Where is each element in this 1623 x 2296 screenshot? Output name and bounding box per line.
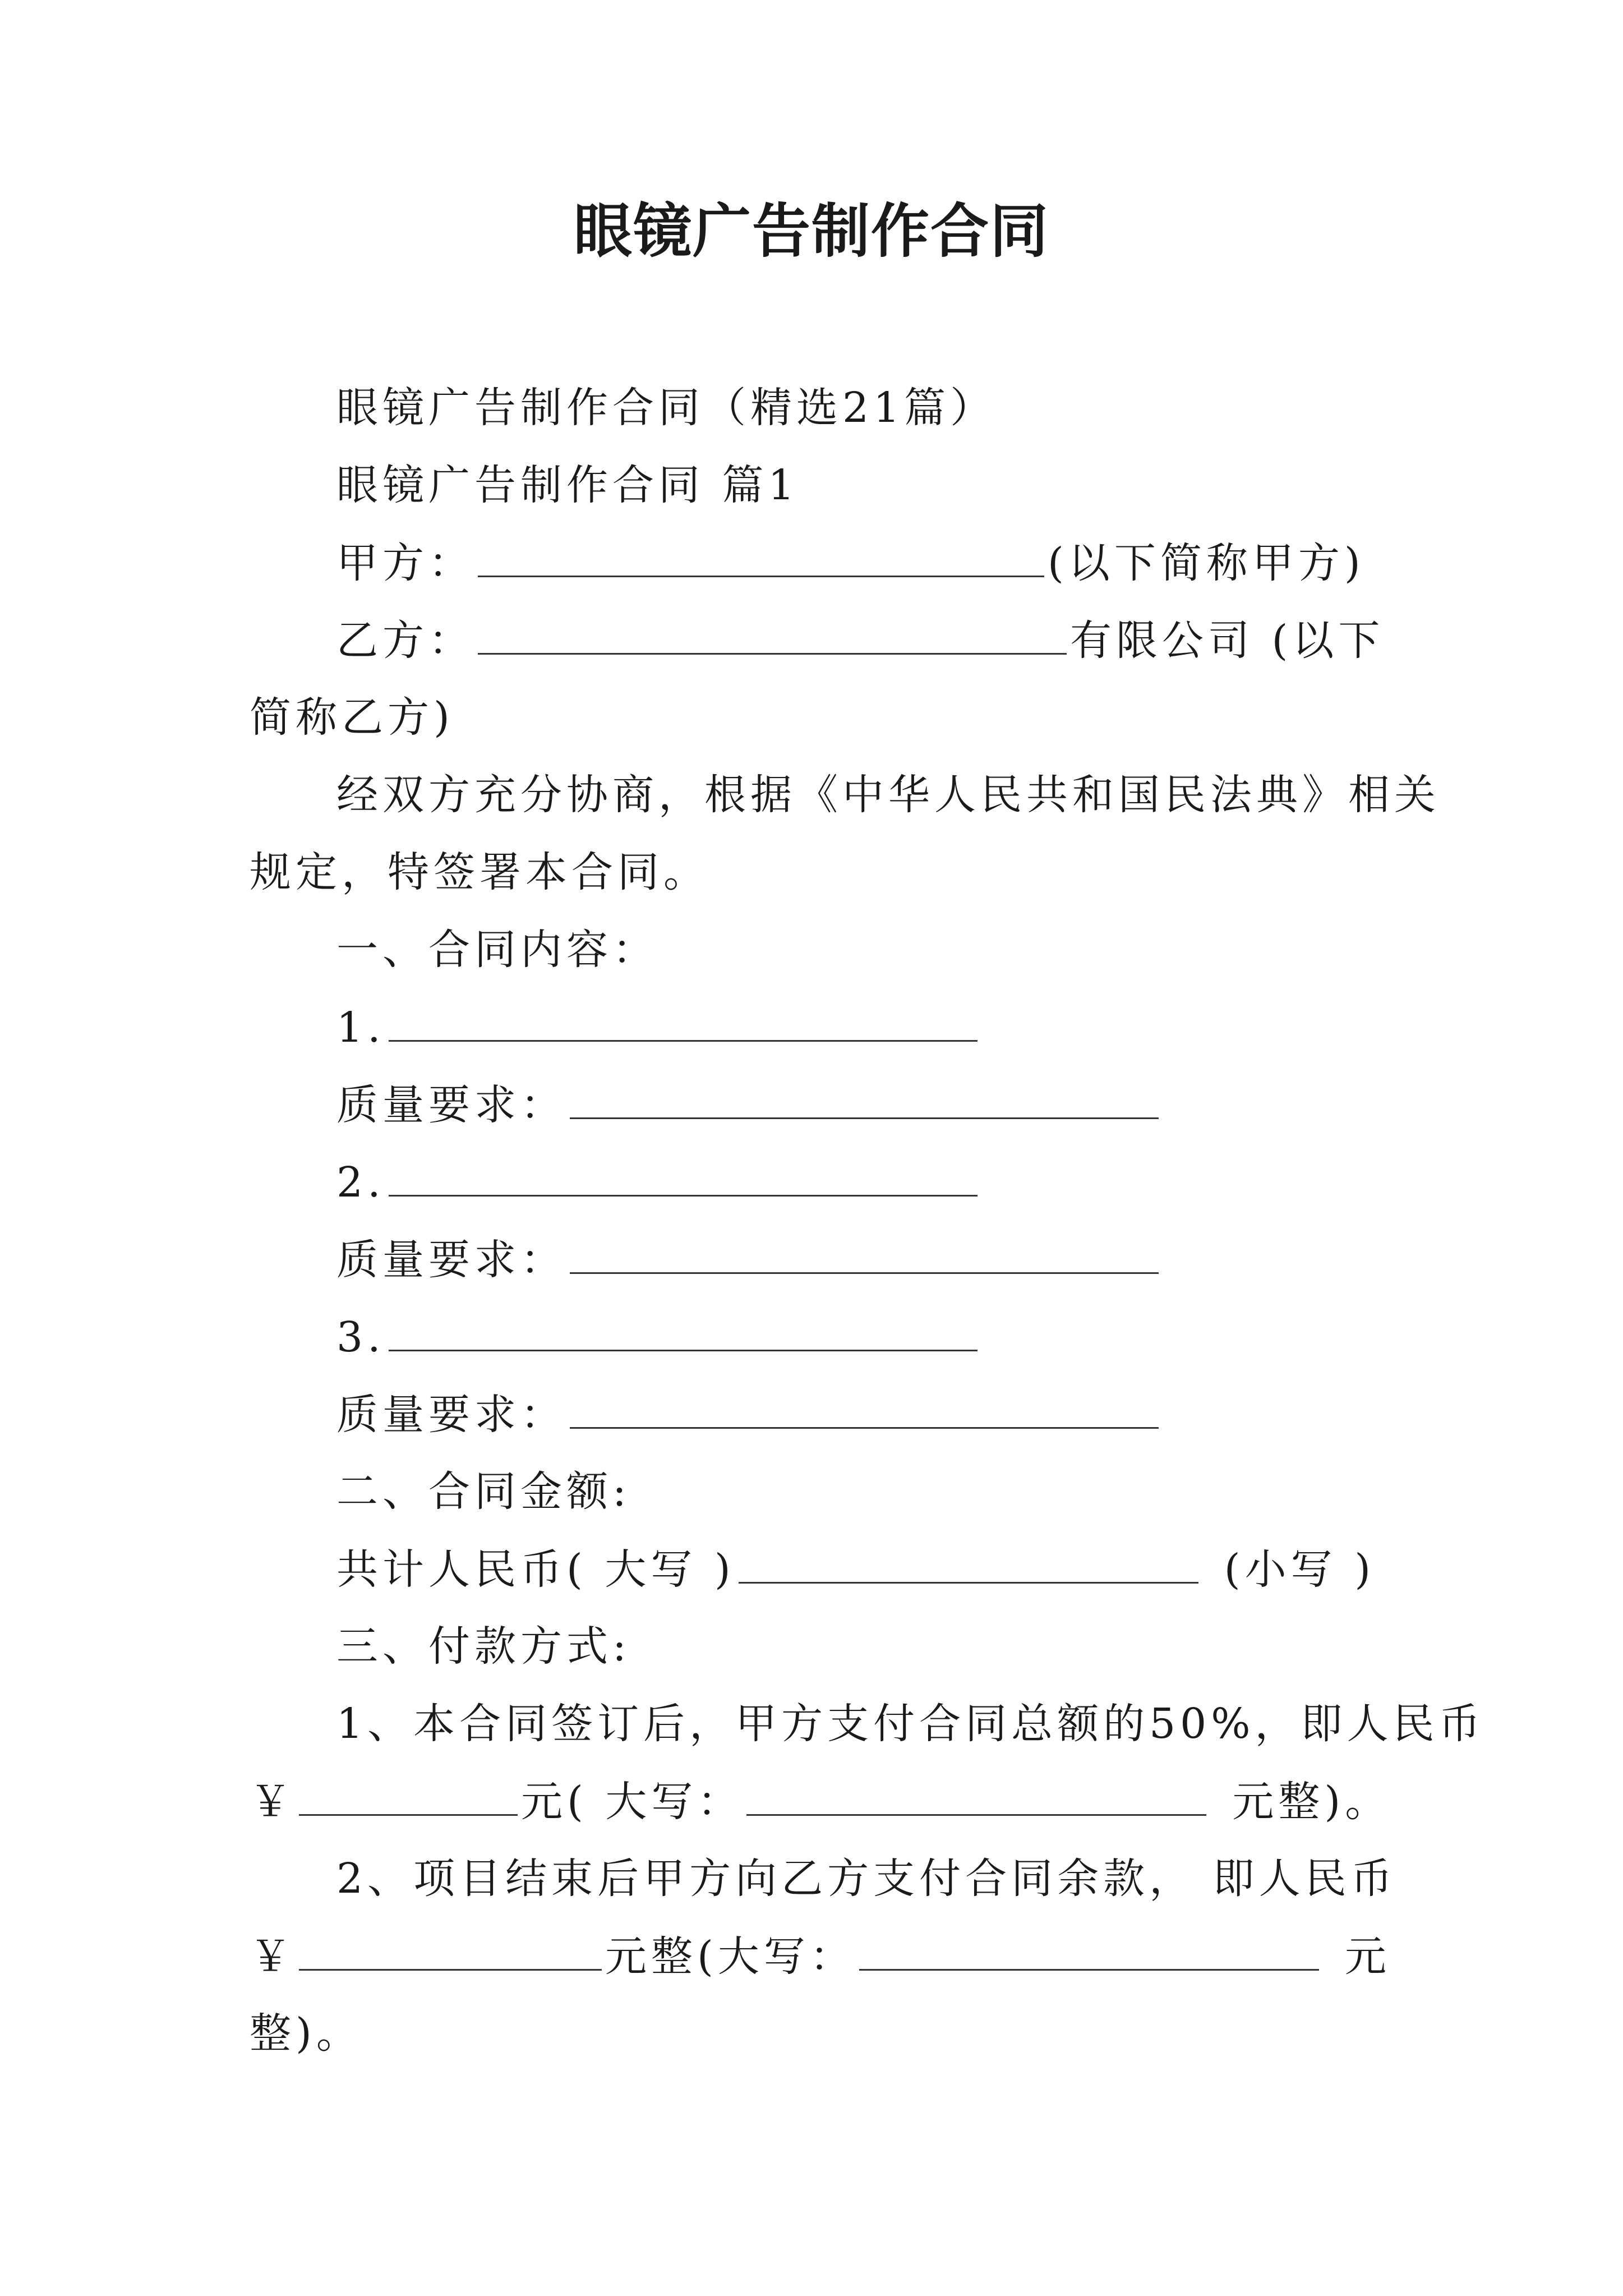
item-2-line: [336, 1158, 981, 1207]
item-1-quality-blank[interactable]: [570, 1084, 1159, 1119]
party-b-blank[interactable]: [478, 619, 1067, 655]
item-1-number: 1.: [336, 1004, 385, 1052]
item-2-quality-label: 质量要求：: [336, 1236, 566, 1284]
clause2-amount-blank[interactable]: [299, 1935, 602, 1971]
item-2-quality-line: [336, 1236, 1162, 1284]
document-subtitle: 眼镜广告制作合同（精选21篇）: [336, 384, 997, 432]
clause1-amount-blank[interactable]: [299, 1780, 518, 1816]
intro-line-2: 规定，特签署本合同。: [250, 848, 709, 896]
item-3-quality-label: 质量要求：: [336, 1391, 566, 1439]
clause2-continuation: 整)。: [250, 2009, 362, 2058]
item-3-blank[interactable]: [389, 1316, 978, 1351]
clause2-line-1: 2、项目结束后甲方向乙方支付合同余款， 即人民币: [336, 1855, 1397, 1903]
item-3-number: 3.: [336, 1313, 385, 1361]
item-3-quality-blank[interactable]: [570, 1393, 1159, 1429]
clause2-currency: ￥: [250, 1932, 296, 1981]
clause1-line-1: 1、本合同签订后，甲方支付合同总额的50%，即人民币: [336, 1700, 1485, 1748]
section1-heading: 一、合同内容：: [336, 926, 658, 974]
section2-heading: 二、合同金额:: [336, 1467, 631, 1516]
clause1-currency: ￥: [250, 1778, 296, 1826]
item-1-blank[interactable]: [389, 1006, 978, 1042]
item-1-quality-line: [336, 1081, 1162, 1129]
party-a-label: 甲方：: [336, 539, 474, 587]
item-2-number: 2.: [336, 1158, 385, 1207]
section3-heading: 三、付款方式:: [336, 1622, 631, 1671]
amount-suffix: (小写 ): [1224, 1545, 1376, 1594]
item-3-quality-line: [336, 1391, 1162, 1439]
party-b-suffix: 有限公司 (以下: [1070, 616, 1385, 665]
document-title: 眼镜广告制作合同: [573, 196, 1049, 265]
item-2-blank[interactable]: [389, 1161, 978, 1197]
clause1-end: 元整)。: [1232, 1778, 1391, 1826]
amount-prefix: 共计人民币( 大写 ): [336, 1545, 735, 1594]
party-b-label: 乙方：: [336, 616, 474, 665]
amount-line: [336, 1545, 1376, 1594]
party-a-blank[interactable]: [478, 542, 1044, 577]
item-3-line: [336, 1313, 981, 1361]
clause2-end: 元: [1344, 1932, 1391, 1981]
clause2-line-2: [250, 1932, 1391, 1981]
clause1-mid: 元( 大写：: [521, 1778, 744, 1826]
clause2-mid: 元整(大写：: [605, 1932, 856, 1981]
party-b-line: [336, 616, 1385, 665]
clause1-line-2: [250, 1778, 1391, 1826]
clause1-words-blank[interactable]: [746, 1780, 1206, 1816]
amount-blank[interactable]: [739, 1548, 1198, 1584]
item-1-quality-label: 质量要求：: [336, 1081, 566, 1129]
party-b-continuation: 简称乙方): [250, 693, 454, 742]
item-1-line: [336, 1004, 981, 1052]
party-a-suffix: (以下简称甲方): [1048, 539, 1365, 587]
item-2-quality-blank[interactable]: [570, 1239, 1159, 1274]
section-heading: 眼镜广告制作合同 篇1: [336, 461, 799, 509]
party-a-line: [336, 539, 1365, 587]
clause2-words-blank[interactable]: [859, 1935, 1319, 1971]
intro-line-1: 经双方充分协商，根据《中华人民共和国民法典》相关: [336, 771, 1440, 819]
